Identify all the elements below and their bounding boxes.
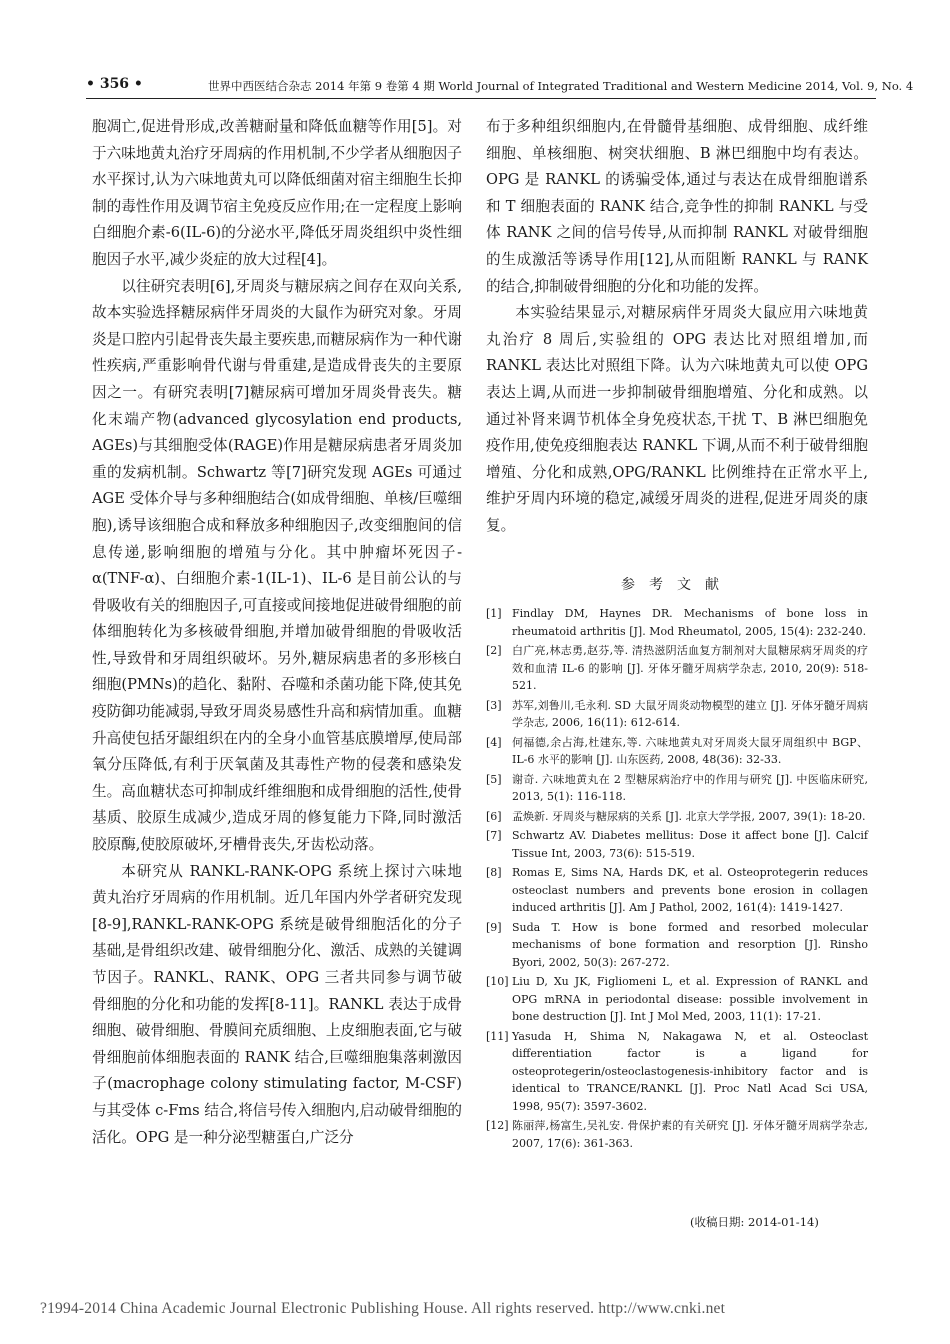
reference-number: [7]: [486, 829, 502, 842]
reference-text: 谢奇. 六味地黄丸在 2 型糖尿病治疗中的作用与研究 [J]. 中医临床研究, 2013, 5(1): 116-118.: [512, 772, 868, 803]
reference-text: Findlay DM, Haynes DR. Mechanisms of bone loss in rheumatoid arthritis [J]. Mod Rheumatol, 2005, 15(4): 232-240.: [512, 607, 868, 638]
reference-number: [3]: [486, 698, 502, 712]
reference-number: [8]: [486, 866, 502, 879]
page-number: • 356 •: [86, 76, 143, 92]
header-divider: [86, 98, 876, 99]
paragraph: 布于多种组织细胞内,在骨髓骨基细胞、成骨细胞、成纤维细胞、单核细胞、树突状细胞、B 淋巴细胞中均有表达。OPG 是 RANKL 的诱骗受体,通过与表达在成骨细胞谱系和 T 细胞表面的 RANK 结合,竞争性的抑制 RANKL 与受体 RANK 之间的信号传导,从而抑制 RANKL 对破骨细胞的生成激活等诱导作用[12],从而阻断 RANKL 与 RANK 的结合,抑制破骨细胞的分化和功能的发挥。: [486, 118, 868, 295]
received-date: (收稿日期: 2014-01-14): [690, 1215, 819, 1229]
reference-item: [486, 919, 868, 972]
reference-item: [486, 808, 868, 826]
reference-item: [486, 1028, 868, 1116]
reference-item: [486, 605, 868, 640]
reference-text: Schwartz AV. Diabetes mellitus: Dose it affect bone [J]. Calcif Tissue Int, 2003, 73(6): 515-519.: [512, 829, 868, 860]
reference-text: Suda T. How is bone formed and resorbed molecular mechanisms of bone formation and resorption [J]. Rinsho Byori, 2002, 50(3): 267-272.: [512, 920, 868, 969]
reference-text: 陈丽萍,杨富生,吴礼安. 骨保护素的有关研究 [J]. 牙体牙髓牙周病学杂志, 2007, 17(6): 361-363.: [512, 1119, 868, 1150]
reference-item: [486, 697, 868, 732]
reference-item: [486, 864, 868, 917]
reference-number: [12]: [486, 1119, 509, 1132]
reference-number: [11]: [486, 1029, 509, 1043]
reference-item: [486, 642, 868, 695]
references-list: [486, 605, 868, 1150]
reference-item: [486, 973, 868, 1026]
reference-number: [4]: [486, 735, 502, 749]
reference-number: [6]: [486, 809, 502, 823]
reference-item: [486, 771, 868, 806]
running-header: [86, 74, 914, 96]
paragraph: 胞凋亡,促进骨形成,改善糖耐量和降低血糖等作用[5]。对于六味地黄丸治疗牙周病的作用机制,不少学者从细胞因子水平探讨,认为六味地黄丸可以降低细菌对宿主细胞生长抑制的毒性作用及调节宿主免疫反应作用;在一定程度上影响白细胞介素-6(IL-6)的分泌水平,降低牙周炎组织中炎性细胞因子水平,减少炎症的放大过程[4]。: [92, 118, 462, 268]
paragraph: 以往研究表明[6],牙周炎与糖尿病之间存在双向关系,故本实验选择糖尿病伴牙周炎的大鼠作为研究对象。牙周炎是口腔内引起骨丧失最主要疾患,而糖尿病作为一种代谢性疾病,严重影响骨代谢与骨重建,是造成骨丧失的主要原因之一。有研究表明[7]糖尿病可增加牙周炎骨丧失。糖化末端产物(advanced glycosylation end products, AGEs)与其细胞受体(RAGE)作用是糖尿病患者牙周炎加重的发病机制。Schwartz 等[7]研究发现 AGEs 可通过 AGE 受体介导与多种细胞结合(如成骨细胞、单核/巨噬细胞),诱导该细胞合成和释放多种细胞因子,改变细胞间的信息传递,影响细胞的增殖与分化。其中肿瘤坏死因子-α(TNF-α)、白细胞介素-1(IL-1)、IL-6 是目前公认的与骨吸收有关的细胞因子,可直接或间接地促进破骨细胞的前体细胞转化为多核破骨细胞,并增加破骨细胞的骨吸收活性,导致骨和牙周组织破坏。另外,糖尿病患者的多形核白细胞(PMNs)的趋化、黏附、吞噬和杀菌功能下降,使其免疫防御功能减弱,导致牙周炎易感性升高和病情加重。血糖升高使包括牙龈组织在内的全身小血管基底膜增厚,使局部氧分压降低,有利于厌氧菌及其毒性产物的侵袭和感染发生。高血糖状态可抑制成纤维细胞和成骨细胞的活性,使骨基质、胶原生成减少,造成牙周的修复能力下降,同时激活胶原酶,使胶原破坏,牙槽骨丧失,牙齿松动落。: [92, 277, 462, 854]
reference-text: 苏军,刘鲁川,毛永利. SD 大鼠牙周炎动物模型的建立 [J]. 牙体牙髓牙周病学杂志, 2006, 16(11): 612-614.: [512, 698, 868, 729]
reference-number: [2]: [486, 644, 502, 657]
reference-item: [486, 734, 868, 769]
journal-title-line: 世界中西医结合杂志 2014 年第 9 卷第 4 期 World Journal of Integrated Traditional and Western Medicine 2014, Vol. 9, No. 4: [208, 79, 914, 93]
reference-number: [5]: [486, 772, 502, 786]
reference-text: Liu D, Xu JK, Figliomeni L, et al. Expression of RANKL and OPG mRNA in periodontal disease: possible involvement in bone destruction [J]. Int J Mol Med, 2003, 11(1): 17-21.: [512, 975, 868, 1023]
left-column: [92, 114, 462, 1244]
copyright-footer: ?1994-2014 China Academic Journal Electronic Publishing House. All rights reserved. http://www.cnki.net: [40, 1300, 726, 1317]
paragraph: 本研究从 RANKL-RANK-OPG 系统上探讨六味地黄丸治疗牙周病的作用机制。近几年国内外学者研究发现[8-9],RANKL-RANK-OPG 系统是破骨细胞活化的分子基础,是骨组织改建、破骨细胞分化、激活、成熟的关键调节因子。RANKL、RANK、OPG 三者共同参与调节破骨细胞的分化和功能的发挥[8-11]。RANKL 表达于成骨细胞、破骨细胞、骨膜间充质细胞、上皮细胞表面,它与破骨细胞前体细胞表面的 RANK 结合,巨噬细胞集落刺激因子(macrophage colony stimulating factor, M-CSF)与其受体 c-Fms 结合,将信号传入细胞内,启动破骨细胞的活化。OPG 是一种分泌型糖蛋白,广泛分: [92, 862, 462, 1146]
paragraph: 本实验结果显示,对糖尿病伴牙周炎大鼠应用六味地黄丸治疗 8 周后,实验组的 OPG 表达比对照组增加,而 RANKL 表达比对照组下降。认为六味地黄丸可以使 OPG 表达上调,从而进一步抑制破骨细胞增殖、分化和成熟。以通过补肾来调节机体全身免疫状态,干扰 T、B 淋巴细胞免疫作用,使免疫细胞表达 RANKL 下调,从而不利于破骨细胞增殖、分化和成熟,OPG/RANKL 比例维持在正常水平上,维护牙周内环境的稳定,减缓牙周炎的进程,促进牙周炎的康复。: [486, 304, 868, 534]
reference-number: [10]: [486, 975, 509, 988]
reference-text: 何福德,余占海,杜建东,等. 六味地黄丸对牙周炎大鼠牙周组织中 BGP、IL-6 水平的影响 [J]. 山东医药, 2008, 48(36): 32-33.: [512, 735, 868, 766]
reference-number: [1]: [486, 607, 502, 620]
reference-text: 白广亮,林志勇,赵芬,等. 清热滋阴活血复方制剂对大鼠糖尿病牙周炎的疗效和血清 IL-6 的影响 [J]. 牙体牙髓牙周病学杂志, 2010, 20(9): 518-521.: [512, 644, 868, 692]
reference-item: [486, 1117, 868, 1152]
reference-item: [486, 827, 868, 862]
reference-text: Yasuda H, Shima N, Nakagawa N, et al. Osteoclast differentiation factor is a ligand for osteoprotegerin/osteoclastogenesis-inhibitory factor and is identical to TRANCE/RANKL [J]. Proc Natl Acad Sci USA, 1998, 95(7): 3597-3602.: [512, 1029, 868, 1113]
reference-text: 孟焕新. 牙周炎与糖尿病的关系 [J]. 北京大学学报, 2007, 39(1): 18-20.: [512, 809, 866, 823]
reference-number: [9]: [486, 920, 502, 934]
right-column: [486, 114, 868, 574]
reference-text: Romas E, Sims NA, Hards DK, et al. Osteoprotegerin reduces osteoclast numbers and prevents bone erosion in collagen induced arthritis [J]. Am J Pathol, 2002, 161(4): 1419-1427.: [512, 866, 868, 914]
references-heading: 参考文献: [621, 577, 733, 593]
